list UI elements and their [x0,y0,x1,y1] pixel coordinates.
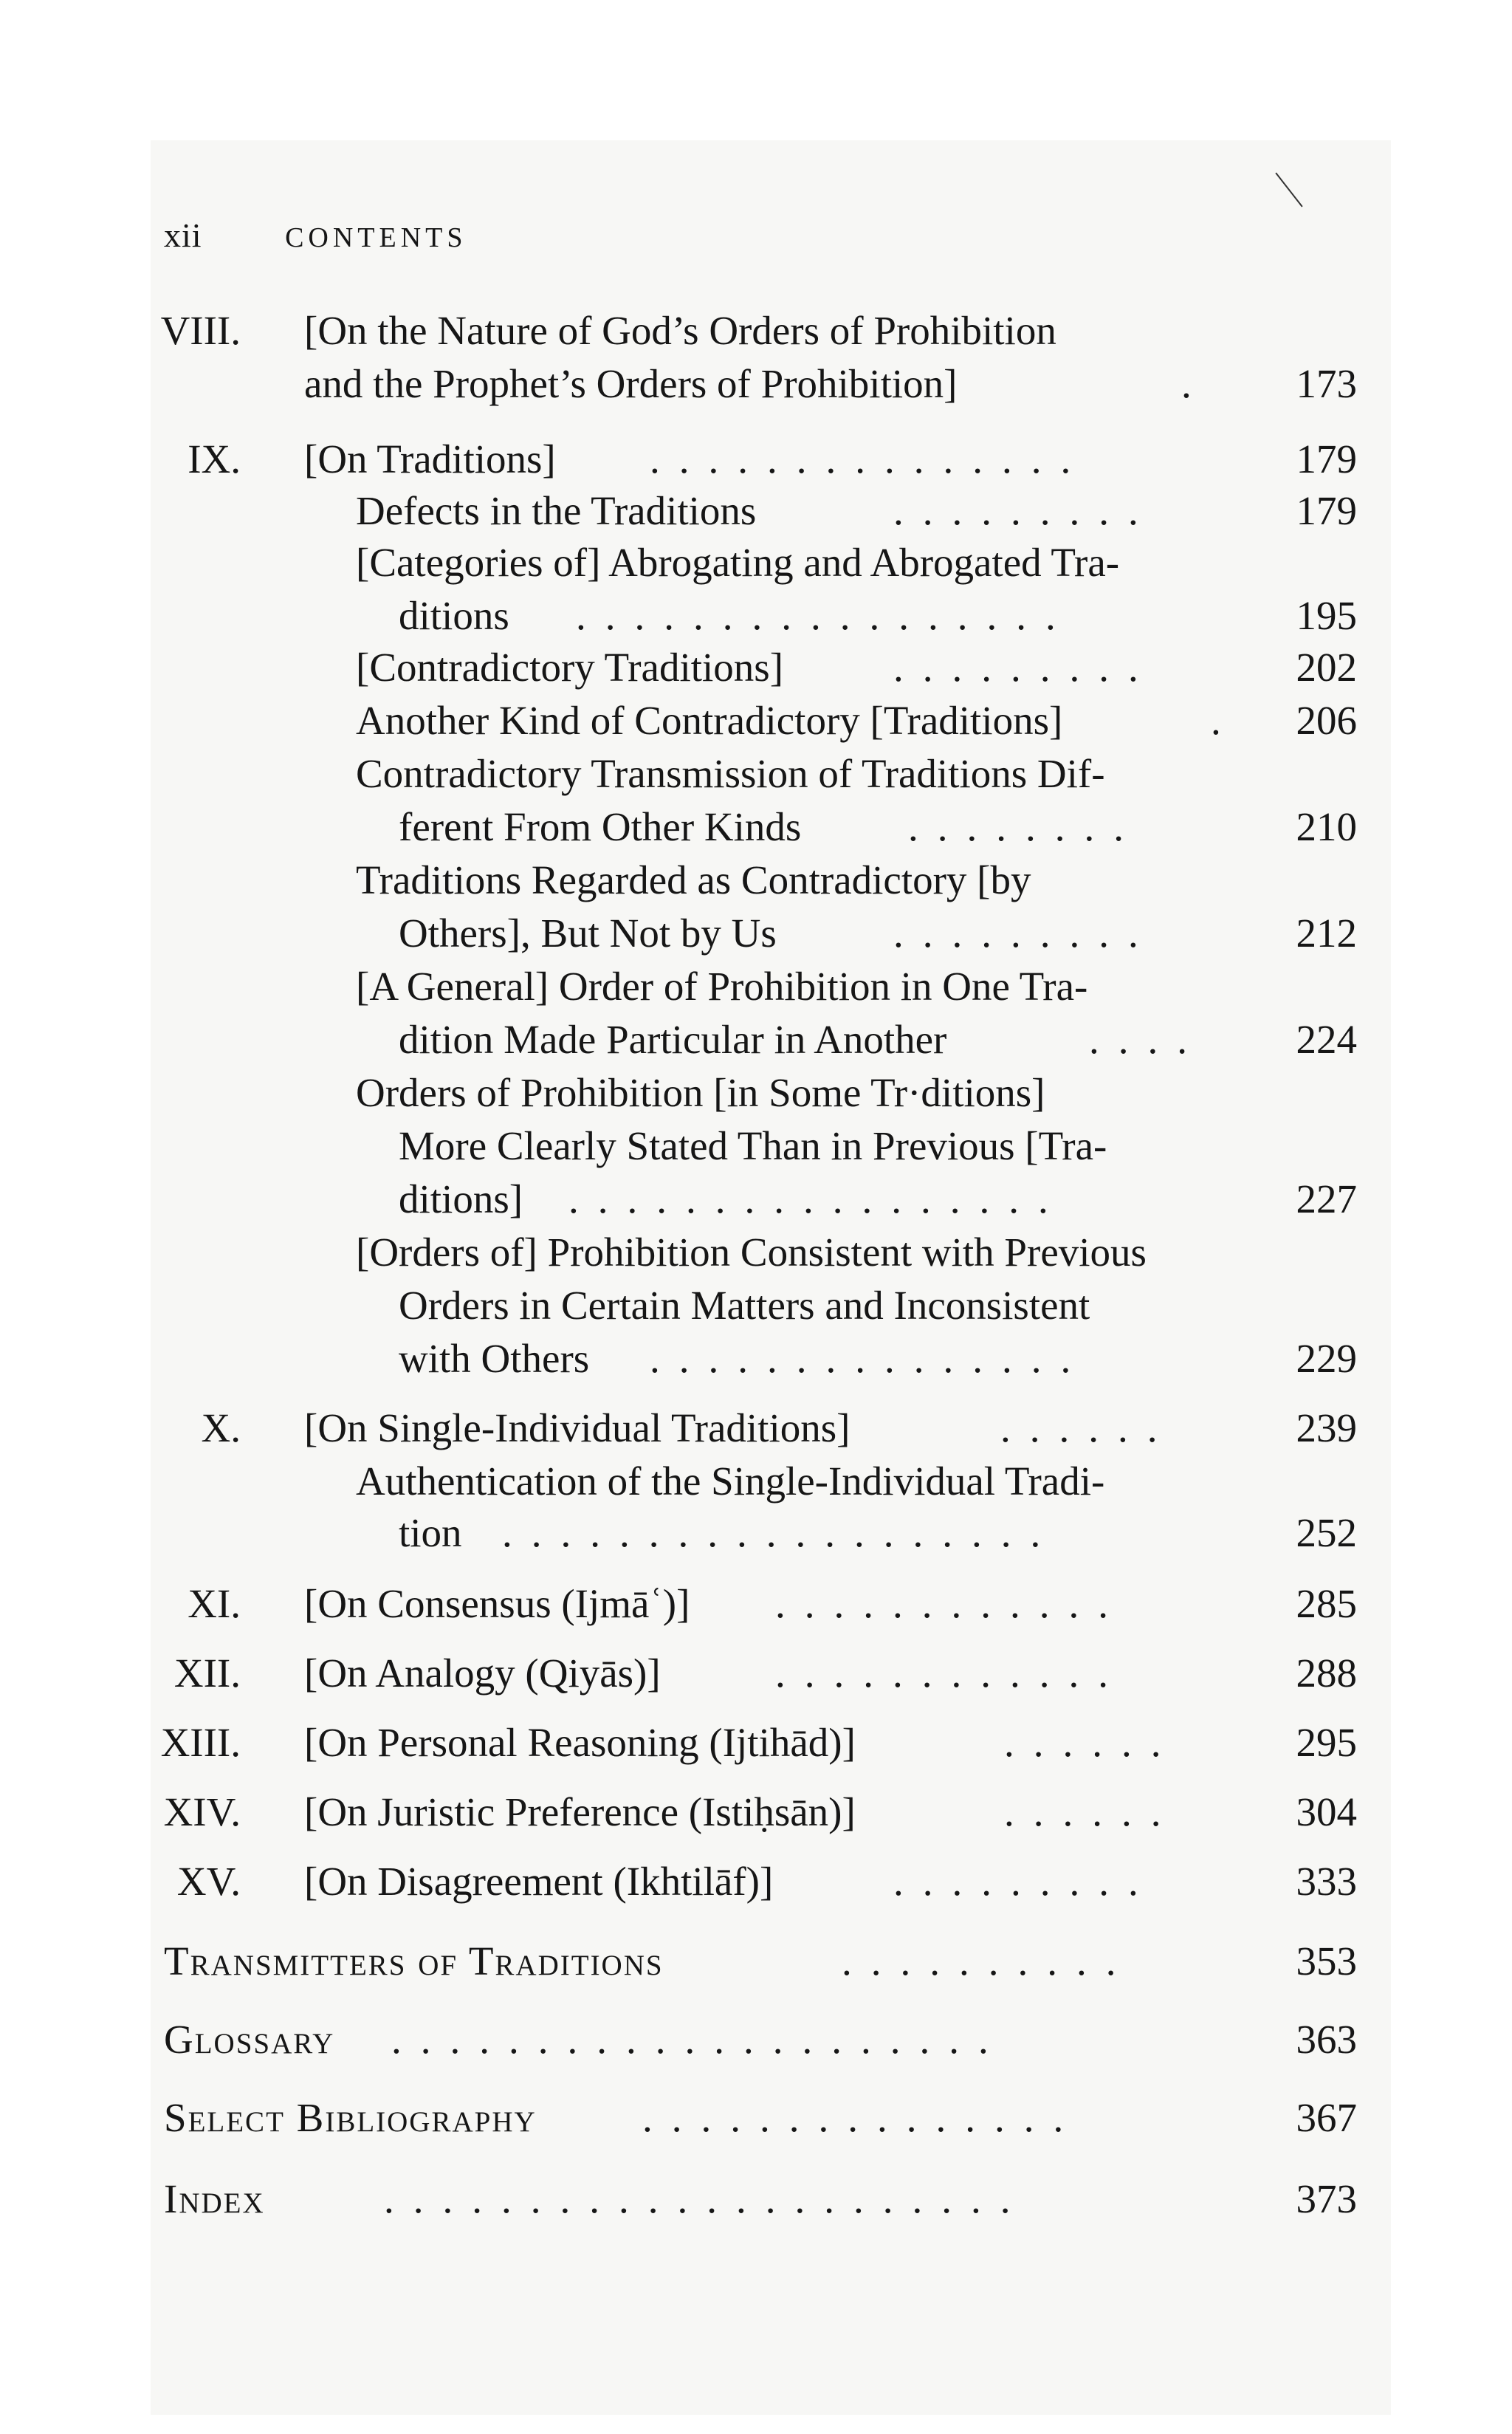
toc-entry-line [0,960,1512,1013]
page-ref: 295 [1296,1720,1357,1765]
dot-leader: . [1181,361,1211,406]
toc-entry-line [0,1173,1512,1226]
toc-entry-line [0,1855,1512,1908]
back-matter-entry [0,2173,1512,2226]
toc-entry-line [0,1506,1512,1560]
toc-entry-line [0,1455,1512,1508]
toc-entry-line [0,433,1512,486]
dot-leader: ............ [775,1650,1127,1696]
toc-entry-line [0,1226,1512,1279]
entry-title: Others], But Not by Us [399,911,777,956]
toc-entry-line [0,801,1512,854]
chapter-number: XII. [173,1650,241,1696]
page-ref: 179 [1296,488,1357,533]
entry-title: [On Analogy (Qiyās)] [304,1650,661,1696]
toc-entry-line [0,854,1512,907]
toc-entry-line [0,907,1512,960]
toc-entry-line [0,694,1512,747]
entry-title: Select Bibliography [164,2095,537,2140]
page-ref: 373 [1296,2176,1357,2221]
toc-entry-line [0,1279,1512,1332]
entry-title: ditions] [399,1176,523,1221]
page-ref: 252 [1296,1510,1357,1555]
toc-entry-line [0,641,1512,694]
page-ref: 212 [1296,911,1357,956]
page-ref: 227 [1296,1176,1357,1221]
entry-title: Orders in Certain Matters and Inconsistent [399,1283,1090,1328]
back-matter-entry [0,2091,1512,2145]
entry-title: Orders of Prohibition [in Some Tr·ditions] [356,1070,1045,1115]
dot-leader: ...... [1004,1720,1181,1765]
dot-leader: ......... [893,488,1158,533]
dot-leader: ......... [893,645,1158,690]
toc-entry-line [0,1786,1512,1839]
dot-leader: ...... [1004,1789,1181,1834]
toc-entry-line [0,747,1512,801]
entry-title: [Categories of] Abrogating and Abrogated Tra- [356,540,1120,585]
entry-title: [On Consensus (Ijmāʿ)] [304,1581,690,1626]
entry-title: with Others [399,1336,590,1381]
page-ref: 173 [1296,361,1357,406]
entry-title: Glossary [164,2017,335,2062]
entry-title: Contradictory Transmission of Traditions Dif- [356,751,1105,796]
dot-leader: ............... [642,2095,1083,2140]
page-ref: 288 [1296,1650,1357,1696]
toc-entry-line [0,1066,1512,1120]
toc-entry-line [0,484,1512,538]
page-ref: 239 [1296,1405,1357,1450]
page-ref: 195 [1296,593,1357,638]
dot-leader: . [1211,698,1240,743]
entry-title: Transmitters of Traditions [164,1938,664,1984]
entry-title: [On Traditions] [304,436,556,481]
page-ref: 229 [1296,1336,1357,1381]
entry-title: [On Single-Individual Traditions] [304,1405,850,1450]
page-ref: 333 [1296,1859,1357,1904]
dot-leader: ...... [1000,1405,1177,1450]
dot-leader: ............... [650,436,1090,481]
entry-title: More Clearly Stated Than in Previous [Tra- [399,1123,1107,1168]
running-title: CONTENTS [285,222,467,253]
entry-title: [Orders of] Prohibition Consistent with Previous [356,1230,1147,1275]
entry-title: Another Kind of Contradictory [Traditions] [356,698,1063,743]
entry-title: [Contradictory Traditions] [356,645,784,690]
page-ref: 224 [1296,1017,1357,1062]
entry-title: Traditions Regarded as Contradictory [by [356,857,1031,902]
entry-title: [On the Nature of God’s Orders of Prohibition [304,308,1056,353]
toc-entry-line [0,589,1512,642]
entry-title: [On Personal Reasoning (Ijtihād)] [304,1720,856,1765]
entry-title: Index [164,2176,265,2221]
page-ref: 353 [1296,1938,1357,1984]
page-ref: 206 [1296,698,1357,743]
entry-title: [On Disagreement (Ikhtilāf)] [304,1859,774,1904]
dot-leader: ......... [893,1859,1158,1904]
toc-entry-line [0,1332,1512,1385]
page-ref: 285 [1296,1581,1357,1626]
chapter-number: IX. [188,436,241,481]
dot-leader: ...................... [384,2176,1030,2221]
dot-leader: ..................... [391,2017,1008,2062]
page-ref: 202 [1296,645,1357,690]
dot-leader: ............ [775,1581,1127,1626]
dot-leader: .... [1089,1017,1206,1062]
entry-title: ditions [399,593,509,638]
page-ref: 304 [1296,1789,1357,1834]
dot-leader: .......... [842,1938,1135,1984]
entry-title: [A General] Order of Prohibition in One Tra- [356,964,1088,1009]
back-matter-entry [0,1935,1512,1988]
page-ref: 363 [1296,2017,1357,2062]
dot-leader: ................. [568,1176,1068,1221]
entry-title: ferent From Other Kinds [399,804,802,849]
page-number: xii [164,216,202,254]
entry-title: dition Made Particular in Another [399,1017,947,1062]
toc-entry-line [0,304,1512,357]
chapter-number: XIV. [163,1789,241,1834]
toc-entry-line [0,1716,1512,1769]
chapter-number: XV. [176,1859,241,1904]
toc-entry-line [0,1647,1512,1700]
toc-entry-line [0,1577,1512,1631]
toc-entry-line [0,1013,1512,1066]
entry-title: and the Prophet’s Orders of Prohibition] [304,361,958,406]
toc-entry-line [0,1402,1512,1455]
toc-entry-line [0,536,1512,589]
chapter-number: X. [201,1405,241,1450]
page-ref: 179 [1296,436,1357,481]
entry-title: Authentication of the Single-Individual Tradi- [356,1458,1105,1504]
dot-leader: ................. [576,593,1075,638]
chapter-number: XI. [188,1581,241,1626]
dot-leader: ........ [908,804,1143,849]
page-ref: 367 [1296,2095,1357,2140]
toc-entry-line [0,1120,1512,1173]
entry-title: Defects in the Traditions [356,488,757,533]
dot-leader: ............... [650,1336,1090,1381]
entry-title: [On Juristic Preference (Istiḥsān)] [304,1789,856,1834]
toc-entry-line [0,357,1512,411]
dot-leader: ................... [502,1510,1060,1555]
dot-leader: ......... [893,911,1158,956]
chapter-number: XIII. [160,1720,241,1765]
chapter-number: VIII. [160,308,241,353]
page-ref: 210 [1296,804,1357,849]
back-matter-entry [0,2013,1512,2066]
entry-title: tion [399,1510,462,1555]
